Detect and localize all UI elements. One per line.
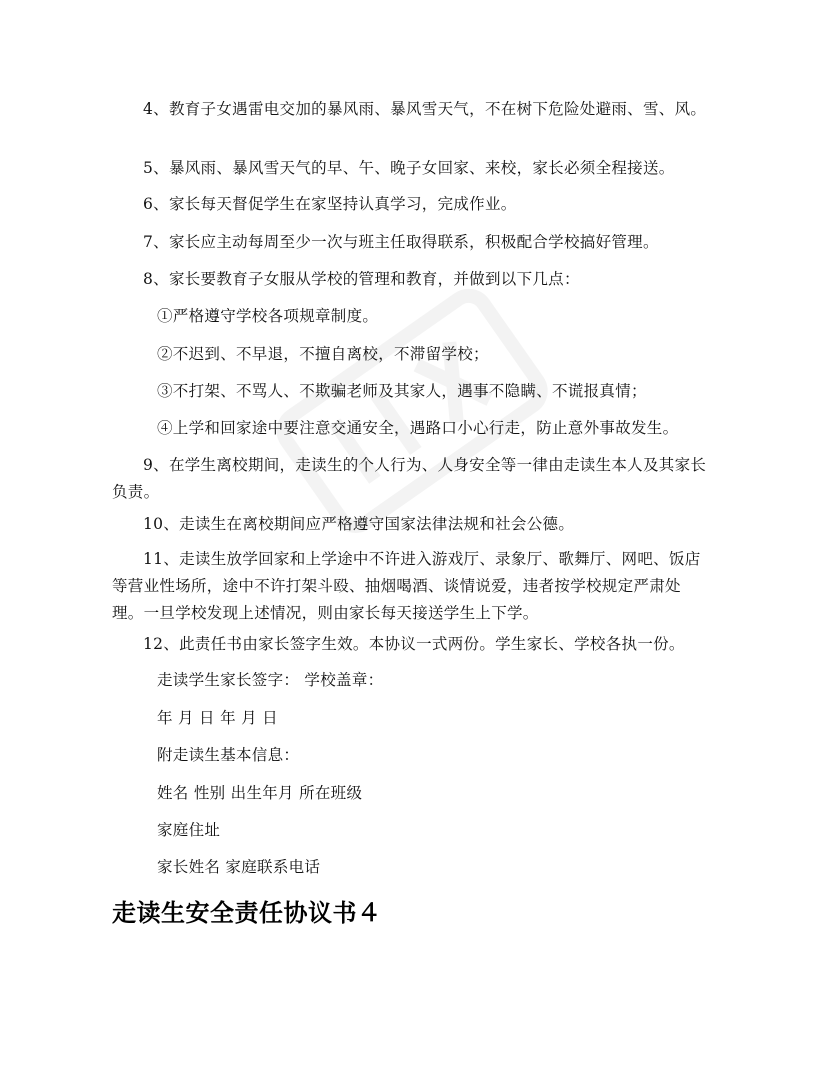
section-heading: 走读生安全责任协议书４ [112,899,382,927]
signature-line: 走读学生家长签字： 学校盖章： [157,671,384,689]
sub-item-1: ①严格遵守学校各项规章制度。 [157,307,379,325]
paragraph-item-11: 11、走读生放学回家和上学途中不许进入游戏厅、录象厅、歌舞厅、网吧、饭店等营业性场所，途中不许打架斗殴、抽烟喝酒、谈情说爱，违者按学校规定严肃处理。一旦学校发现上述情况，则由家长每天接送学生上下学。 [112,550,701,622]
date-line: 年 月 日 年 月 日 [157,709,278,727]
paragraph-item-5: 5、暴风雨、暴风雪天气的早、午、晚子女回家、来校，家长必须全程接送。 [143,159,675,177]
paragraph-item-9: 9、在学生离校期间，走读生的个人行为、人身安全等一律由走读生本人及其家长负责。 [112,456,707,501]
paragraph-item-12: 12、此责任书由家长签字生效。本协议一式两份。学生家长、学校各执一份。 [143,635,685,653]
student-info-fields: 姓名 性别 出生年月 所在班级 [157,784,363,802]
sub-item-3: ③不打架、不骂人、不欺骗老师及其家人，遇事不隐瞒、不谎报真情； [157,382,647,400]
home-address-field: 家庭住址 [157,821,221,839]
paragraph-item-8: 8、家长要教育子女服从学校的管理和教育，并做到以下几点： [143,270,580,288]
parent-contact-fields: 家长姓名 家庭联系电话 [157,858,321,876]
paragraph-item-10: 10、走读生在离校期间应严格遵守国家法律法规和社会公德。 [143,515,575,533]
sub-item-4: ④上学和回家途中要注意交通安全，遇路口小心行走，防止意外事故发生。 [157,419,679,437]
attachment-info-title: 附走读生基本信息： [157,746,300,764]
paragraph-item-4: 4、教育子女遇雷电交加的暴风雨、暴风雪天气，不在树下危险处避雨、雪、风。 [143,100,707,118]
paragraph-item-6: 6、家长每天督促学生在家坚持认真学习，完成作业。 [143,195,517,213]
paragraph-item-7: 7、家长应主动每周至少一次与班主任取得联系，积极配合学校搞好管理。 [143,233,659,251]
sub-item-2: ②不迟到、不早退，不擅自离校，不滞留学校； [157,345,489,363]
